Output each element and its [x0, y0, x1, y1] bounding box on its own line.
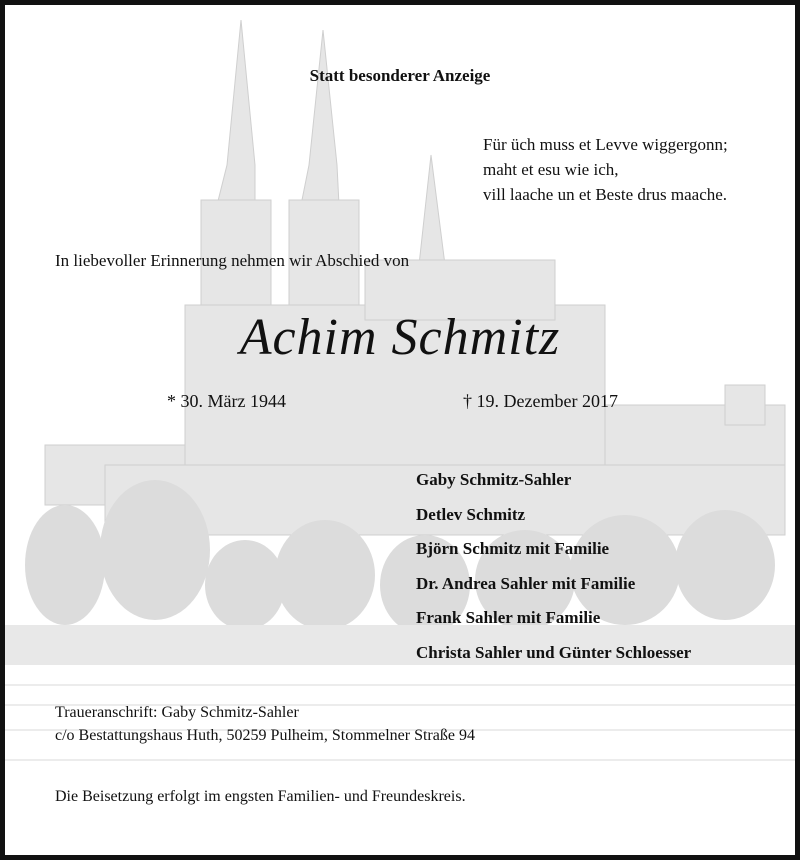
address-line: Traueranschrift: Gaby Schmitz-Sahler [55, 704, 299, 721]
death-date: † 19. Dezember 2017 [463, 391, 618, 411]
notice-header: Statt besonderer Anzeige [309, 66, 491, 85]
mourning-address [55, 701, 475, 747]
mourner-name: Björn Schmitz mit Familie [416, 539, 610, 558]
mourners-list [416, 463, 691, 670]
intro-text: In liebevoller Erinnerung nehmen wir Abschied von [55, 251, 410, 270]
deceased-name: Achim Schmitz [239, 309, 561, 366]
mourner-name: Dr. Andrea Sahler mit Familie [416, 573, 636, 593]
poem-line: vill laache un et Beste drus maache. [483, 185, 728, 204]
poem-line: maht et esu wie ich, [483, 160, 619, 179]
funeral-note: Die Beisetzung erfolgt im engsten Familien- und Freundeskreis. [55, 788, 466, 805]
mourner-name: Detlev Schmitz [416, 504, 526, 524]
mourner-name: Christa Sahler und Günter Schloesser [416, 642, 692, 662]
poem-line: Für üch muss et Levve wiggergonn; [483, 135, 728, 154]
poem-verse [483, 132, 728, 207]
mourner-name: Gaby Schmitz-Sahler [416, 470, 572, 489]
address-line: c/o Bestattungshaus Huth, 50259 Pulheim, Stommelner Straße 94 [55, 727, 475, 744]
birth-date: * 30. März 1944 [167, 391, 286, 411]
mourner-name: Frank Sahler mit Familie [416, 608, 601, 627]
